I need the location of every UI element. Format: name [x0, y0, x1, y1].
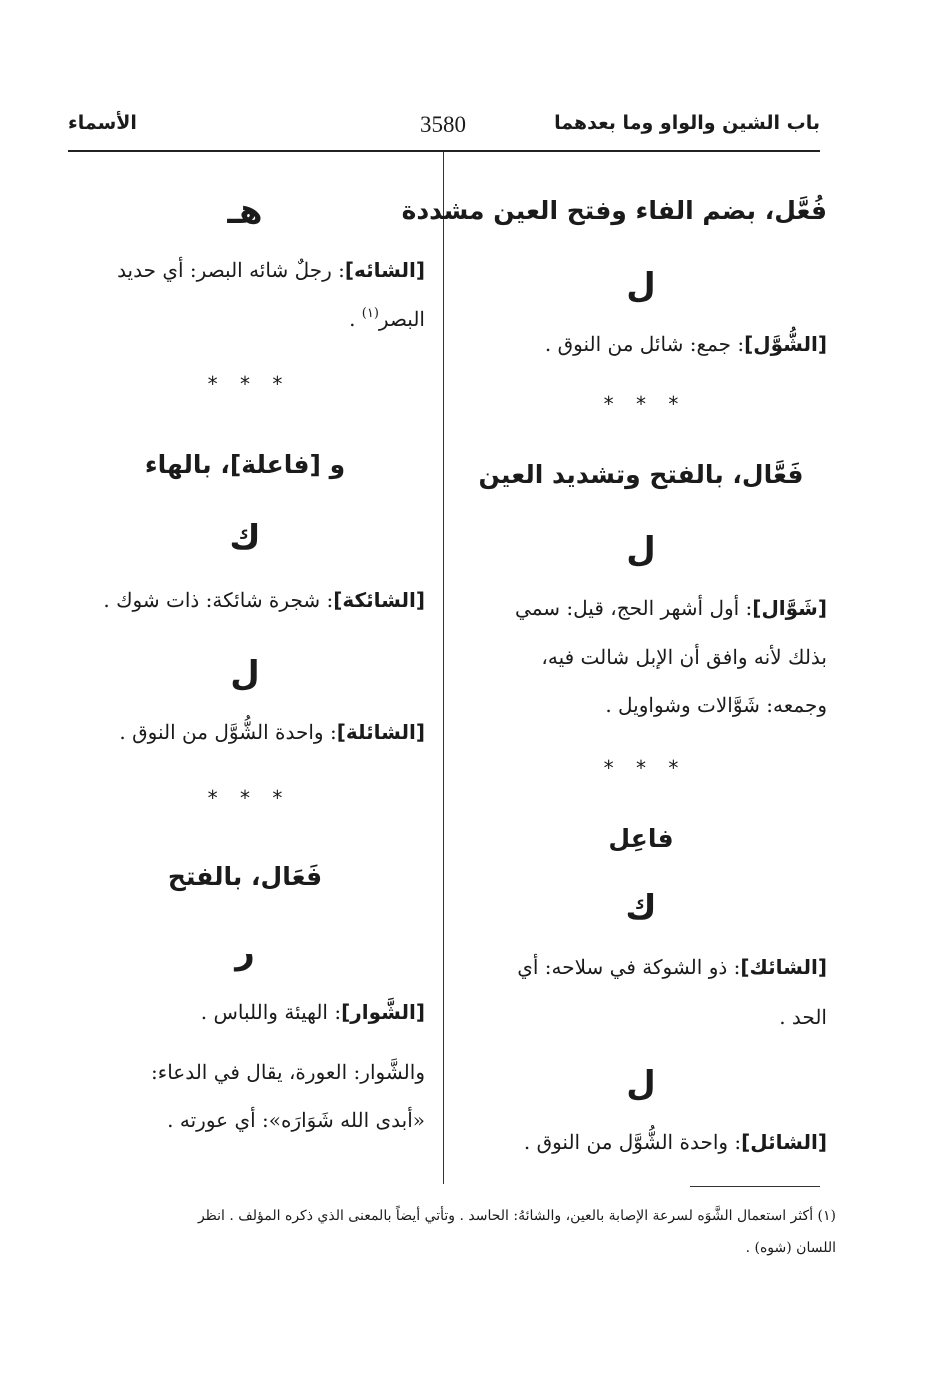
- root-letter: ر: [235, 932, 255, 972]
- pattern-heading: و [فاعلة]، بالهاء: [144, 450, 346, 479]
- entry-continuation: «أبدى الله شَوَارَه»: أي عورته .: [167, 1108, 425, 1132]
- page-number: 3580: [420, 112, 466, 137]
- entry-term: [الشائه]: [344, 258, 425, 282]
- root-letter: ل: [626, 530, 656, 570]
- entry-definition: : رجلٌ شائه البصر: أي حديد: [117, 258, 345, 282]
- entry-term: [الشائكة]: [333, 588, 425, 612]
- root-letter: هـ: [227, 192, 263, 232]
- dictionary-entry: [65, 720, 425, 744]
- entry-continuation: البصر$^{(١)}$ .: [349, 306, 425, 331]
- pattern-heading: فَعَال، بالفتح: [167, 862, 323, 891]
- section-separator: * * *: [207, 786, 283, 810]
- header-rule: [68, 150, 820, 152]
- root-letter: ل: [626, 266, 656, 306]
- dictionary-entry: [65, 258, 425, 282]
- entry-continuation-text: البصر: [378, 307, 425, 331]
- root-letter: ل: [230, 654, 260, 694]
- dictionary-entry: [455, 596, 827, 620]
- entry-definition: : واحدة الشُّوَّل من النوق .: [523, 1130, 742, 1154]
- footnote-rule: [690, 1186, 820, 1187]
- footnote-reference: (١): [361, 306, 379, 321]
- entry-term: [الشُّوَّل]: [744, 332, 827, 356]
- dictionary-entry: [455, 955, 827, 979]
- pattern-heading: فاعِل: [608, 824, 674, 853]
- root-letter: ل: [626, 1064, 656, 1104]
- entry-term: [الشائك]: [740, 955, 827, 979]
- dictionary-entry: [65, 588, 425, 612]
- entry-definition: : الهيئة واللباس .: [200, 1000, 342, 1024]
- entry-definition: : ذو الشوكة في سلاحه: أي: [517, 955, 741, 979]
- entry-continuation: الحد .: [779, 1005, 827, 1029]
- dictionary-entry: [455, 332, 827, 356]
- entry-continuation: وجمعه: شَوَّالات وشواويل .: [605, 693, 827, 717]
- dictionary-entry: [65, 1000, 425, 1024]
- entry-term: [الشَّوار]: [341, 1000, 425, 1024]
- section-separator: * * *: [603, 392, 679, 416]
- column-divider: [443, 152, 444, 1184]
- entry-term: [الشائل]: [741, 1130, 827, 1154]
- category-title: الأسماء: [68, 112, 137, 134]
- pattern-heading: فُعَّل، بضم الفاء وفتح العين مشددة: [401, 196, 827, 225]
- entry-definition: : جمع: شائل من النوق .: [544, 332, 745, 356]
- pattern-heading: فَعَّال، بالفتح وتشديد العين: [478, 460, 804, 489]
- section-separator: * * *: [603, 756, 679, 780]
- entry-definition: : واحدة الشُّوَّل من النوق .: [119, 720, 337, 744]
- footnote-line: (١) أكثر استعمال الشَّوَه لسرعة الإصابة بالعين، والشائهُ: الحاسد . وتأتي أيضاً بالمعنى الذي ذكره المؤلف . انظر: [197, 1208, 836, 1224]
- root-letter: ك: [625, 888, 657, 928]
- section-title: باب الشين والواو وما بعدهما: [554, 112, 820, 134]
- page-header: [68, 112, 820, 148]
- entry-definition: : أول أشهر الحج، قيل: سمي: [515, 596, 753, 620]
- entry-continuation: بذلك لأنه وافق أن الإبل شالت فيه،: [541, 645, 827, 669]
- entry-term: [الشائلة]: [336, 720, 425, 744]
- root-letter: ك: [229, 518, 261, 558]
- dictionary-entry: [455, 1130, 827, 1154]
- entry-term: [شَوَّال]: [752, 596, 827, 620]
- section-separator: * * *: [207, 372, 283, 396]
- entry-definition: : شجرة شائكة: ذات شوك .: [103, 588, 334, 612]
- dictionary-entry: والشَّوار: العورة، يقال في الدعاء:: [151, 1060, 425, 1084]
- footnote-line: اللسان (شوه) .: [745, 1240, 836, 1256]
